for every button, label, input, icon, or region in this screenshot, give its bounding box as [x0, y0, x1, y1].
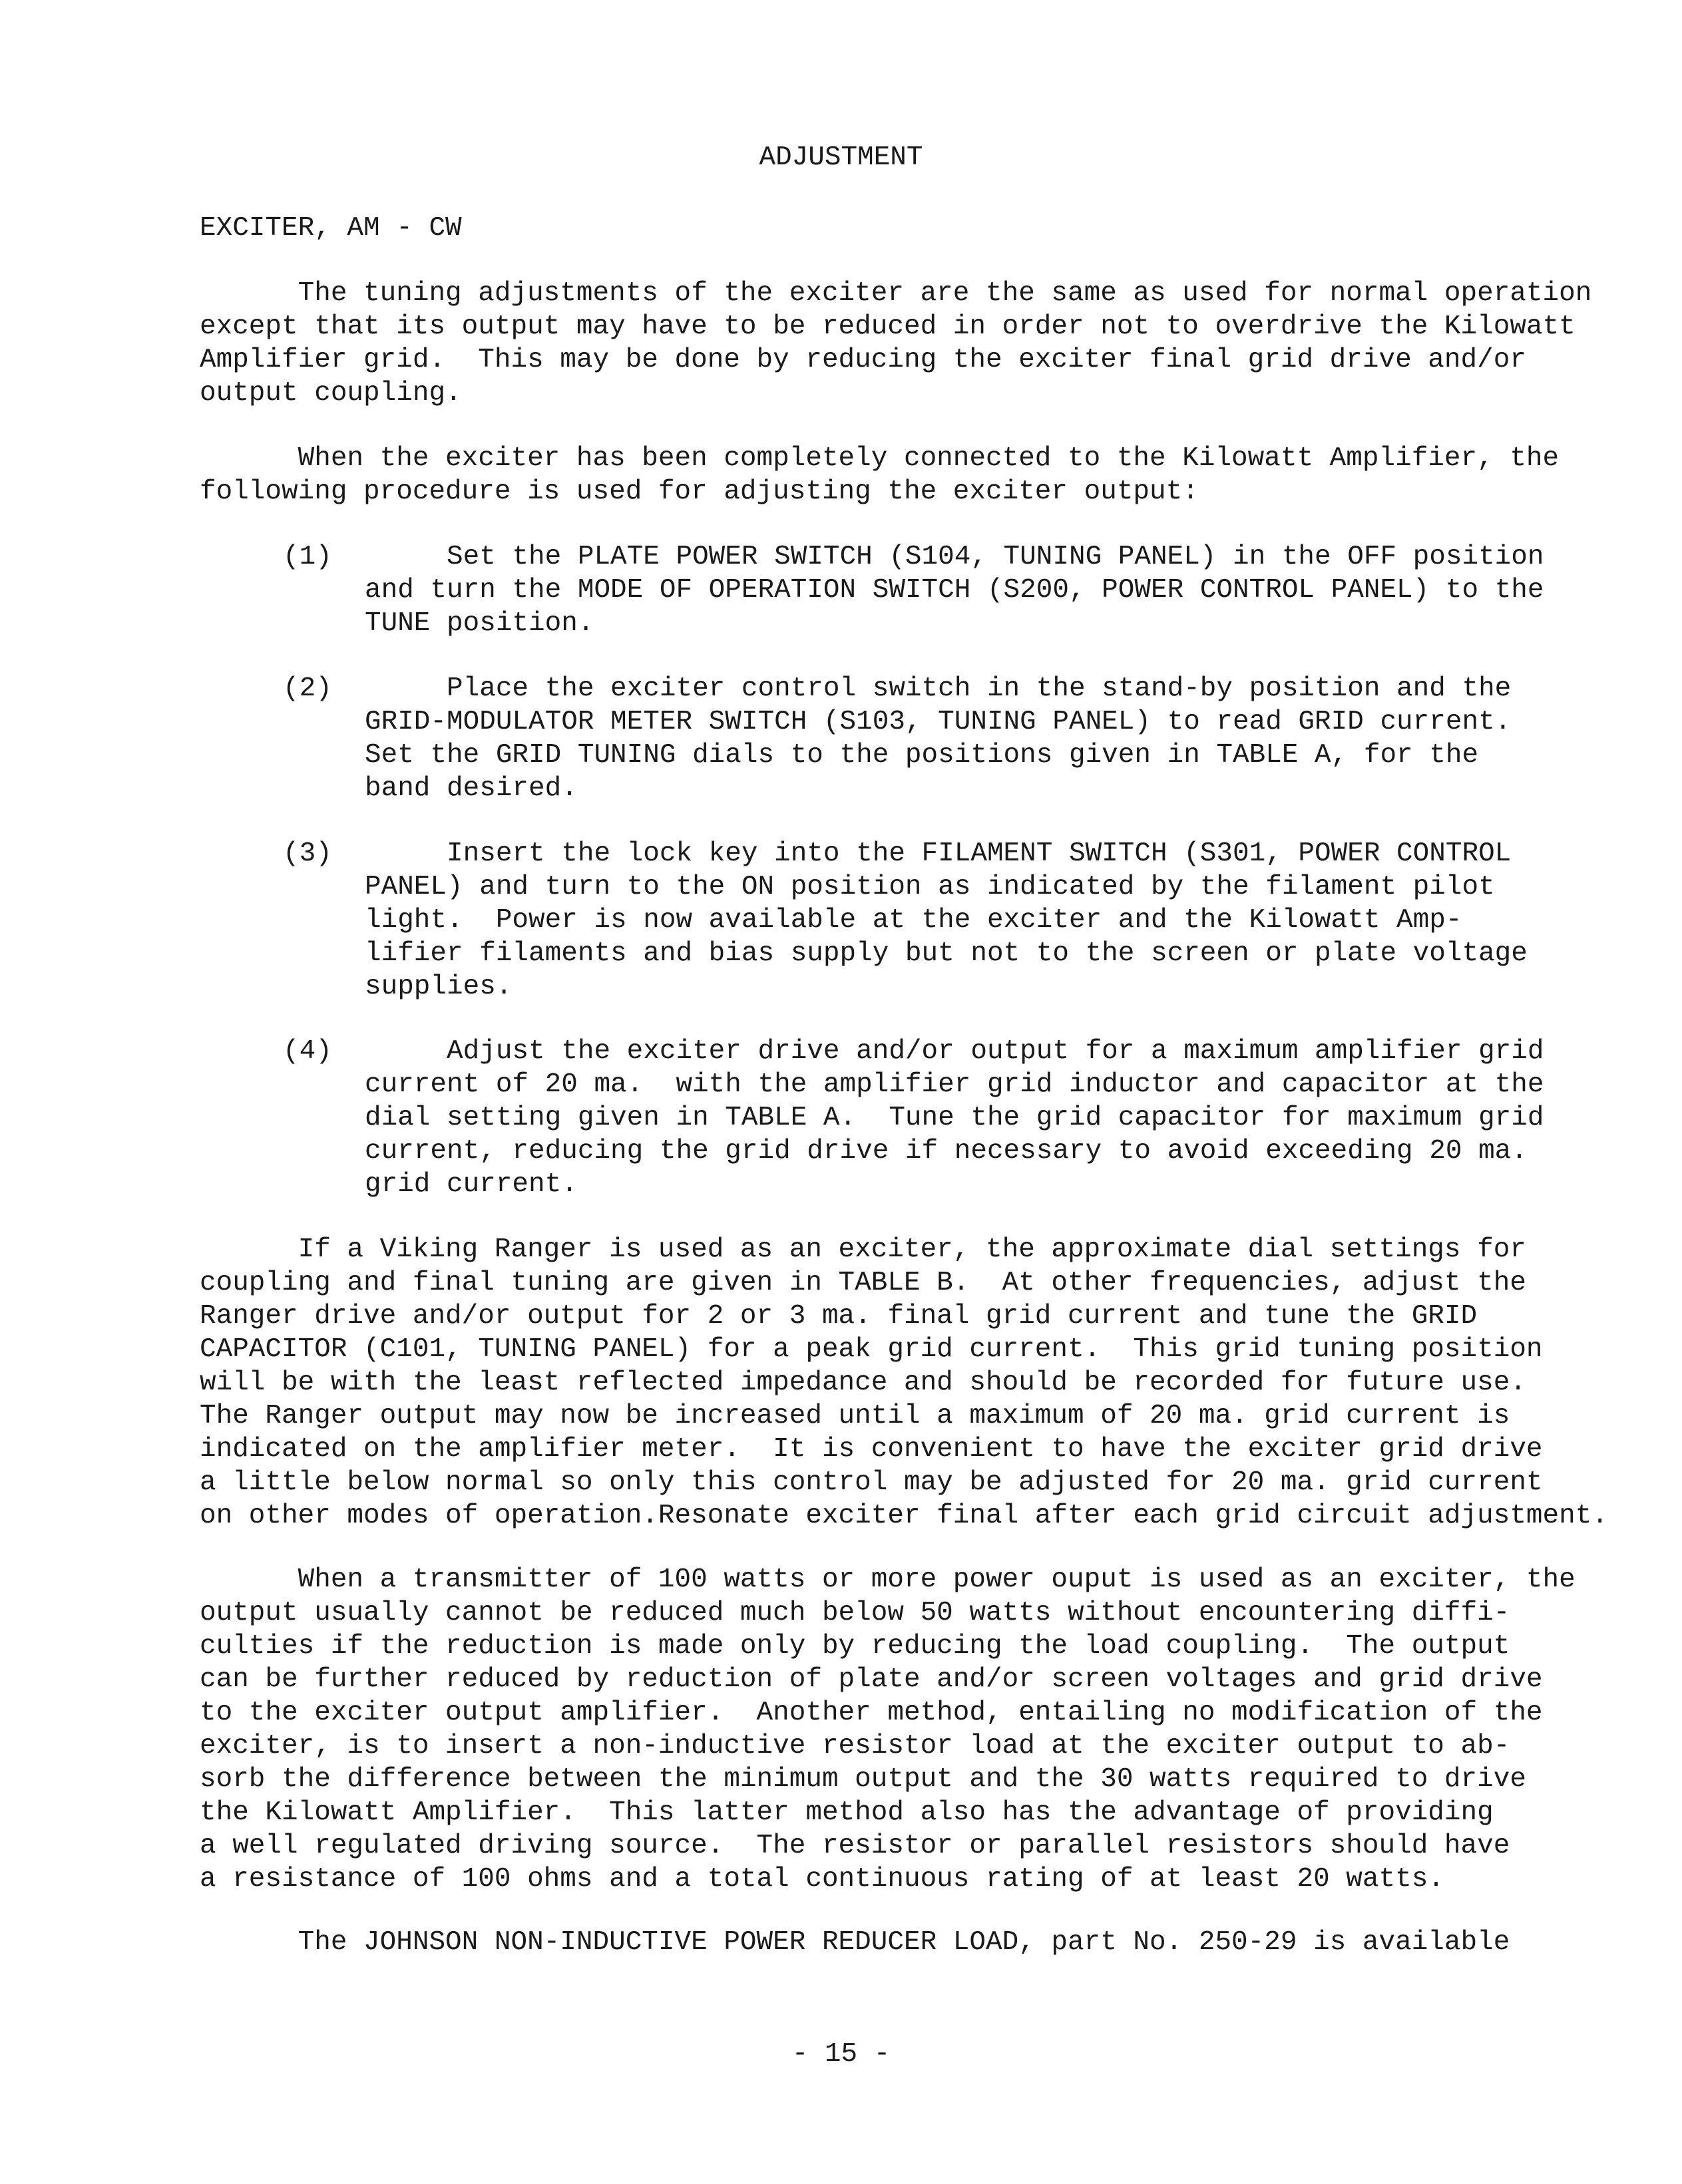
paragraph-line: a little below normal so only this control may be adjusted for 20 ma. grid current [200, 1467, 1543, 1498]
paragraph-line: The Ranger output may now be increased until a maximum of 20 ma. grid current is [200, 1401, 1510, 1431]
step-line: Place the exciter control switch in the stand-by position and the [365, 673, 1512, 704]
step-line: grid current. [365, 1169, 578, 1200]
procedure-step-4 [200, 1035, 1611, 1201]
step-line: dial setting given in TABLE A. Tune the grid capacitor for maximum grid [365, 1103, 1544, 1133]
paragraph-line: a resistance of 100 ohms and a total continuous rating of at least 20 watts. [200, 1864, 1444, 1895]
paragraph-procedure-intro [200, 442, 1611, 508]
procedure-step-2 [200, 672, 1611, 805]
step-line: PANEL) and turn to the ON position as indicated by the filament pilot [365, 872, 1495, 902]
paragraph-line: to the exciter output amplifier. Another method, entailing no modification of the [200, 1698, 1543, 1728]
step-line: TUNE position. [365, 608, 594, 639]
paragraph-line: Amplifier grid. This may be done by reducing the exciter final grid drive and/or [200, 345, 1526, 375]
step-line: current of 20 ma. with the amplifier grid inductor and capacitor at the [365, 1069, 1544, 1100]
procedure-step-3 [200, 837, 1611, 1003]
step-line: Set the GRID TUNING dials to the positions given in TABLE A, for the [365, 740, 1479, 771]
step-line: band desired. [365, 773, 578, 804]
paragraph-line: the Kilowatt Amplifier. This latter method also has the advantage of providing [200, 1797, 1494, 1828]
paragraph-line: When the exciter has been completely connected to the Kilowatt Amplifier, the [200, 443, 1560, 474]
step-number: (3) [283, 838, 332, 869]
paragraph-line: indicated on the amplifier meter. It is convenient to have the exciter grid drive [200, 1434, 1543, 1465]
step-number: (1) [283, 542, 332, 572]
paragraph-viking-ranger [200, 1233, 1611, 1533]
paragraph-line: If a Viking Ranger is used as an exciter, the approximate dial settings for [200, 1234, 1526, 1265]
paragraph-line: a well regulated driving source. The resistor or parallel resistors should have [200, 1831, 1510, 1861]
step-line: lifier filaments and bias supply but not to the screen or plate voltage [365, 938, 1528, 969]
paragraph-line: The tuning adjustments of the exciter are the same as used for normal operation [200, 278, 1592, 309]
step-line: current, reducing the grid drive if necessary to avoid exceeding 20 ma. [365, 1136, 1528, 1167]
page-title: ADJUSTMENT [759, 142, 923, 173]
step-line: Adjust the exciter drive and/or output for a maximum amplifier grid [365, 1036, 1544, 1067]
paragraph-tuning-adjustments [200, 277, 1611, 410]
step-line: GRID-MODULATOR METER SWITCH (S103, TUNING PANEL) to read GRID current. [365, 707, 1512, 737]
paragraph-line: sorb the difference between the minimum output and the 30 watts required to drive [200, 1764, 1526, 1795]
step-line: light. Power is now available at the exciter and the Kilowatt Amp- [365, 905, 1462, 936]
step-line: and turn the MODE OF OPERATION SWITCH (S200, POWER CONTROL PANEL) to the [365, 575, 1544, 606]
paragraph-line: culties if the reduction is made only by reducing the load coupling. The output [200, 1631, 1510, 1662]
paragraph-line: The JOHNSON NON-INDUCTIVE POWER REDUCER LOAD, part No. 250-29 is available [200, 1927, 1510, 1958]
paragraph-power-reducer-load [200, 1926, 1611, 1959]
paragraph-high-power-exciter [200, 1563, 1611, 1896]
paragraph-line: output usually cannot be reduced much below 50 watts without encountering diffi- [200, 1598, 1510, 1628]
paragraph-line: exciter, is to insert a non-inductive resistor load at the exciter output to ab- [200, 1731, 1510, 1761]
paragraph-line: output coupling. [200, 378, 462, 409]
paragraph-line: When a transmitter of 100 watts or more power ouput is used as an exciter, the [200, 1564, 1576, 1595]
step-number: (4) [283, 1036, 332, 1067]
step-line: Insert the lock key into the FILAMENT SWITCH (S301, POWER CONTROL [365, 838, 1512, 869]
section-heading: EXCITER, AM - CW [200, 213, 462, 244]
step-number: (2) [283, 673, 332, 704]
paragraph-line: on other modes of operation.Resonate exciter final after each grid circuit adjustment. [200, 1501, 1608, 1531]
paragraph-line: can be further reduced by reduction of plate and/or screen voltages and grid drive [200, 1664, 1543, 1695]
paragraph-line: Ranger drive and/or output for 2 or 3 ma. final grid current and tune the GRID [200, 1301, 1478, 1332]
paragraph-line: following procedure is used for adjusting the exciter output: [200, 476, 1199, 507]
paragraph-line: CAPACITOR (C101, TUNING PANEL) for a peak grid current. This grid tuning position [200, 1334, 1543, 1365]
page-number: - 15 - [791, 2039, 891, 2070]
paragraph-line: except that its output may have to be reduced in order not to overdrive the Kilowatt [200, 311, 1576, 342]
step-line: Set the PLATE POWER SWITCH (S104, TUNING PANEL) in the OFF position [365, 542, 1544, 572]
paragraph-line: will be with the least reflected impedance and should be recorded for future use. [200, 1367, 1526, 1398]
step-line: supplies. [365, 972, 513, 1002]
paragraph-line: coupling and final tuning are given in TABLE B. At other frequencies, adjust the [200, 1268, 1526, 1298]
procedure-step-1 [200, 540, 1611, 640]
